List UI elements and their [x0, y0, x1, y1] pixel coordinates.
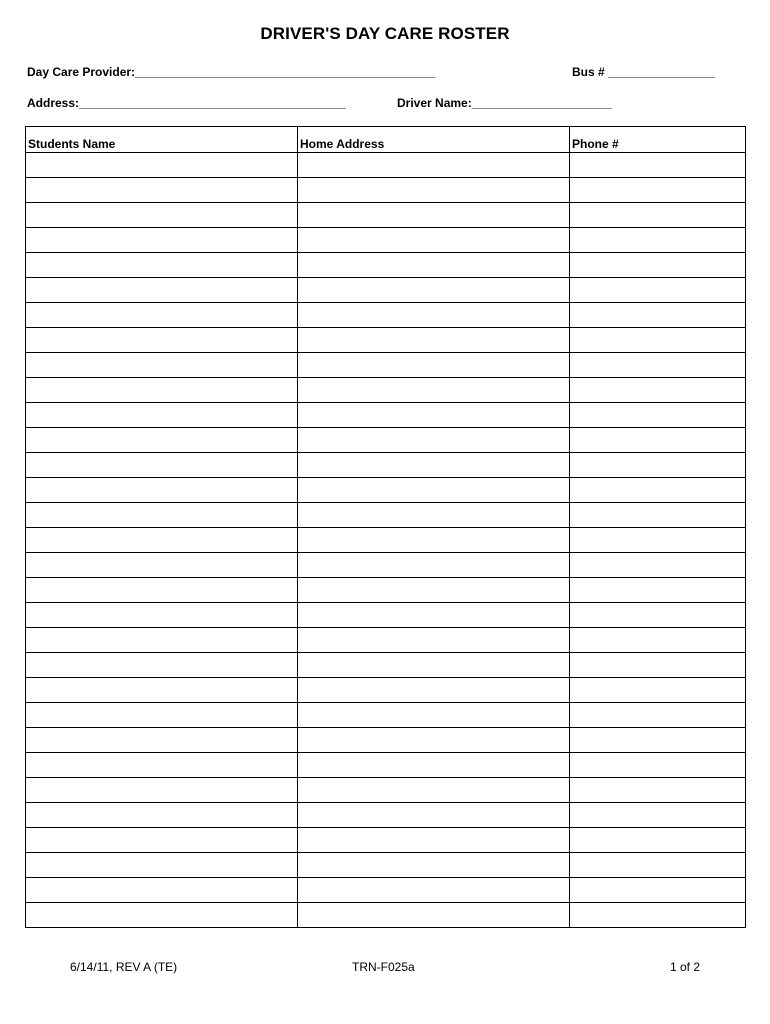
phone-cell[interactable]: [570, 378, 746, 403]
footer-page-number: 1 of 2: [670, 960, 701, 974]
table-row: [26, 628, 746, 653]
home-address-cell[interactable]: [298, 878, 570, 903]
student-name-cell[interactable]: [26, 453, 298, 478]
home-address-cell[interactable]: [298, 403, 570, 428]
phone-cell[interactable]: [570, 553, 746, 578]
student-name-cell[interactable]: [26, 578, 298, 603]
phone-cell[interactable]: [570, 303, 746, 328]
table-row: [26, 378, 746, 403]
address-field[interactable]: Address:________________________________________: [27, 96, 346, 110]
bus-number-field[interactable]: Bus # ________________: [572, 65, 715, 79]
table-row: [26, 678, 746, 703]
table-row: [26, 903, 746, 928]
student-name-cell[interactable]: [26, 703, 298, 728]
student-name-cell[interactable]: [26, 528, 298, 553]
student-name-cell[interactable]: [26, 553, 298, 578]
phone-cell[interactable]: [570, 603, 746, 628]
phone-cell[interactable]: [570, 778, 746, 803]
student-name-cell[interactable]: [26, 628, 298, 653]
student-name-cell[interactable]: [26, 828, 298, 853]
student-name-cell[interactable]: [26, 153, 298, 178]
student-name-cell[interactable]: [26, 378, 298, 403]
student-name-cell[interactable]: [26, 678, 298, 703]
home-address-cell[interactable]: [298, 353, 570, 378]
home-address-cell[interactable]: [298, 653, 570, 678]
table-row: [26, 203, 746, 228]
home-address-cell[interactable]: [298, 803, 570, 828]
student-name-cell[interactable]: [26, 653, 298, 678]
table-row: [26, 553, 746, 578]
home-address-cell[interactable]: [298, 178, 570, 203]
phone-cell[interactable]: [570, 678, 746, 703]
phone-cell[interactable]: [570, 403, 746, 428]
home-address-cell[interactable]: [298, 328, 570, 353]
home-address-cell[interactable]: [298, 578, 570, 603]
phone-cell[interactable]: [570, 428, 746, 453]
home-address-cell[interactable]: [298, 153, 570, 178]
home-address-cell[interactable]: [298, 603, 570, 628]
table-row: [26, 728, 746, 753]
driver-name-field[interactable]: Driver Name:_____________________: [397, 96, 612, 110]
footer-date-revision: 6/14/11, REV A (TE): [70, 960, 178, 974]
table-row: [26, 278, 746, 303]
students-name-header: Students Name: [26, 127, 298, 153]
phone-cell[interactable]: [570, 853, 746, 878]
student-name-cell[interactable]: [26, 903, 298, 928]
home-address-cell[interactable]: [298, 278, 570, 303]
table-row: [26, 353, 746, 378]
home-address-cell[interactable]: [298, 453, 570, 478]
phone-cell[interactable]: [570, 503, 746, 528]
table-row: [26, 828, 746, 853]
phone-cell[interactable]: [570, 528, 746, 553]
table-row: [26, 253, 746, 278]
table-row: [26, 878, 746, 903]
phone-cell[interactable]: [570, 328, 746, 353]
phone-cell[interactable]: [570, 803, 746, 828]
phone-cell[interactable]: [570, 828, 746, 853]
student-name-cell[interactable]: [26, 278, 298, 303]
home-address-cell[interactable]: [298, 753, 570, 778]
home-address-cell[interactable]: [298, 903, 570, 928]
footer-form-number: TRN-F025a: [352, 960, 415, 974]
table-row: [26, 178, 746, 203]
home-address-cell[interactable]: [298, 778, 570, 803]
phone-cell[interactable]: [570, 628, 746, 653]
home-address-cell[interactable]: [298, 703, 570, 728]
header-row: [26, 127, 746, 153]
table-row: [26, 703, 746, 728]
phone-cell[interactable]: [570, 903, 746, 928]
table-row: [26, 803, 746, 828]
home-address-cell[interactable]: [298, 478, 570, 503]
table-row: [26, 303, 746, 328]
student-name-cell[interactable]: [26, 728, 298, 753]
student-name-cell[interactable]: [26, 428, 298, 453]
table-row: [26, 578, 746, 603]
roster-body: [26, 153, 746, 928]
table-row: [26, 753, 746, 778]
home-address-cell[interactable]: [298, 528, 570, 553]
phone-cell[interactable]: [570, 153, 746, 178]
home-address-cell[interactable]: [298, 828, 570, 853]
student-name-cell[interactable]: [26, 353, 298, 378]
day-care-provider-field[interactable]: Day Care Provider:_____________________________________________: [27, 65, 436, 79]
table-row: [26, 453, 746, 478]
home-address-cell[interactable]: [298, 628, 570, 653]
student-name-cell[interactable]: [26, 403, 298, 428]
table-row: [26, 478, 746, 503]
home-address-cell[interactable]: [298, 678, 570, 703]
phone-cell[interactable]: [570, 453, 746, 478]
student-name-cell[interactable]: [26, 178, 298, 203]
student-name-cell[interactable]: [26, 303, 298, 328]
home-address-cell[interactable]: [298, 503, 570, 528]
phone-cell[interactable]: [570, 178, 746, 203]
home-address-cell[interactable]: [298, 378, 570, 403]
table-row: [26, 603, 746, 628]
table-row: [26, 153, 746, 178]
home-address-cell[interactable]: [298, 728, 570, 753]
home-address-cell[interactable]: [298, 428, 570, 453]
student-name-cell[interactable]: [26, 478, 298, 503]
phone-cell[interactable]: [570, 653, 746, 678]
phone-cell[interactable]: [570, 478, 746, 503]
home-address-header: Home Address: [298, 127, 570, 153]
home-address-cell[interactable]: [298, 853, 570, 878]
student-name-cell[interactable]: [26, 803, 298, 828]
phone-cell[interactable]: [570, 878, 746, 903]
table-row: [26, 328, 746, 353]
table-row: [26, 853, 746, 878]
student-name-cell[interactable]: [26, 853, 298, 878]
phone-cell[interactable]: [570, 253, 746, 278]
phone-cell[interactable]: [570, 578, 746, 603]
phone-cell[interactable]: [570, 703, 746, 728]
student-name-cell[interactable]: [26, 228, 298, 253]
home-address-cell[interactable]: [298, 303, 570, 328]
student-name-cell[interactable]: [26, 603, 298, 628]
phone-cell[interactable]: [570, 228, 746, 253]
table-row: [26, 403, 746, 428]
phone-header: Phone #: [570, 127, 746, 153]
student-name-cell[interactable]: [26, 203, 298, 228]
phone-cell[interactable]: [570, 353, 746, 378]
student-name-cell[interactable]: [26, 253, 298, 278]
phone-cell[interactable]: [570, 278, 746, 303]
table-row: [26, 503, 746, 528]
student-name-cell[interactable]: [26, 778, 298, 803]
table-row: [26, 653, 746, 678]
phone-cell[interactable]: [570, 728, 746, 753]
phone-cell[interactable]: [570, 753, 746, 778]
roster-table: [25, 126, 746, 928]
home-address-cell[interactable]: [298, 553, 570, 578]
home-address-cell[interactable]: [298, 253, 570, 278]
table-row: [26, 428, 746, 453]
phone-cell[interactable]: [570, 203, 746, 228]
student-name-cell[interactable]: [26, 753, 298, 778]
table-row: [26, 228, 746, 253]
home-address-cell[interactable]: [298, 228, 570, 253]
student-name-cell[interactable]: [26, 878, 298, 903]
table-row: [26, 528, 746, 553]
home-address-cell[interactable]: [298, 203, 570, 228]
table-row: [26, 778, 746, 803]
student-name-cell[interactable]: [26, 328, 298, 353]
page-title: DRIVER'S DAY CARE ROSTER: [260, 24, 510, 43]
student-name-cell[interactable]: [26, 503, 298, 528]
